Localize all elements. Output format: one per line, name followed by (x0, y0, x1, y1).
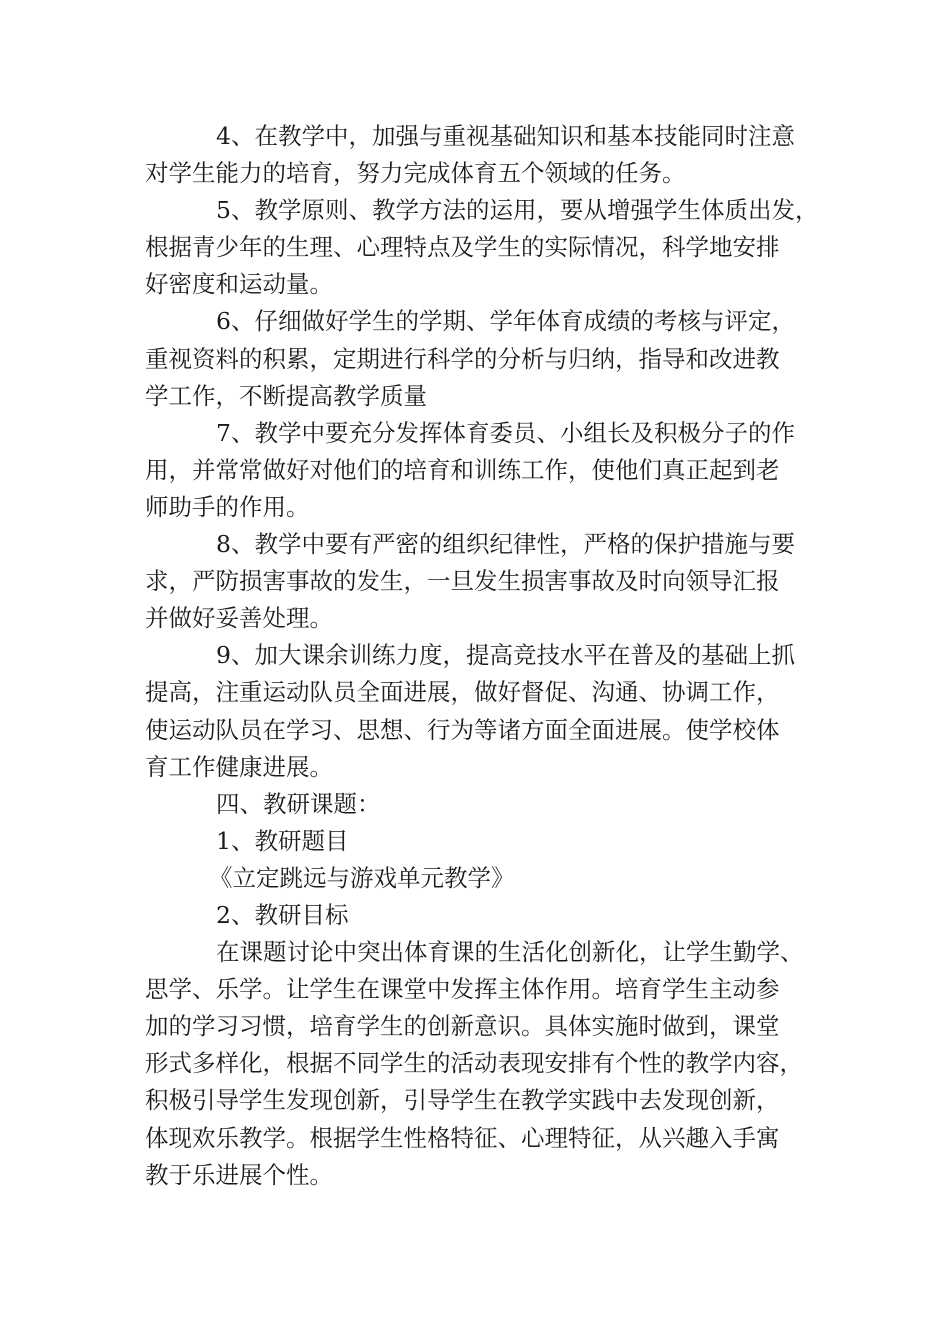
paragraph-6-line-3: 学工作，不断提高教学质量 (145, 381, 427, 410)
paragraph-5-line-1: 5、教学原则、教学方法的运用，要从增强学生体质出发， (216, 196, 819, 225)
research-title-heading: 1、教研题目 (216, 826, 349, 855)
research-goal-heading: 2、教研目标 (216, 900, 349, 929)
paragraph-8-line-1: 8、教学中要有严密的组织纪律性，严格的保护措施与要 (216, 530, 795, 559)
paragraph-9-line-3: 使运动队员在学习、思想、行为等诸方面全面进展。使学校体 (145, 715, 780, 744)
paragraph-4-line-2: 对学生能力的培育，努力完成体育五个领域的任务。 (145, 159, 686, 188)
paragraph-7-line-3: 师助手的作用。 (145, 492, 310, 521)
paragraph-7-line-2: 用，并常常做好对他们的培育和训练工作，使他们真正起到老 (145, 455, 780, 484)
paragraph-9-line-2: 提高，注重运动队员全面进展，做好督促、沟通、协调工作， (145, 678, 780, 707)
research-goal-line-4: 形式多样化，根据不同学生的活动表现安排有个性的教学内容， (145, 1049, 803, 1078)
section-heading-research-topic: 四、教研课题： (216, 789, 381, 818)
research-goal-line-3: 加的学习习惯，培育学生的创新意识。具体实施时做到，课堂 (145, 1012, 780, 1041)
research-goal-line-2: 思学、乐学。让学生在课堂中发挥主体作用。培育学生主动参 (145, 975, 780, 1004)
document-body (145, 118, 819, 1194)
paragraph-6-line-1: 6、仔细做好学生的学期、学年体育成绩的考核与评定， (216, 307, 795, 336)
research-goal-line-7: 教于乐进展个性。 (145, 1160, 333, 1189)
paragraph-8-line-2: 求，严防损害事故的发生，一旦发生损害事故及时向领导汇报 (145, 567, 780, 596)
research-goal-line-6: 体现欢乐教学。根据学生性格特征、心理特征，从兴趣入手寓 (145, 1123, 780, 1152)
research-title: 《立定跳远与游戏单元教学》 (209, 863, 515, 892)
research-goal-line-1: 在课题讨论中突出体育课的生活化创新化，让学生勤学、 (216, 938, 804, 967)
paragraph-8-line-3: 并做好妥善处理。 (145, 604, 333, 633)
paragraph-4-line-1: 4、在教学中，加强与重视基础知识和基本技能同时注意 (216, 122, 795, 150)
paragraph-9-line-4: 育工作健康进展。 (145, 752, 333, 781)
paragraph-6-line-2: 重视资料的积累，定期进行科学的分析与归纳，指导和改进教 (145, 344, 780, 373)
research-goal-line-5: 积极引导学生发现创新，引导学生在教学实践中去发现创新， (145, 1086, 780, 1115)
paragraph-9-line-1: 9、加大课余训练力度，提高竞技水平在普及的基础上抓 (216, 641, 795, 670)
paragraph-5-line-3: 好密度和运动量。 (145, 270, 333, 299)
paragraph-5-line-2: 根据青少年的生理、心理特点及学生的实际情况，科学地安排 (145, 233, 780, 262)
paragraph-7-line-1: 7、教学中要充分发挥体育委员、小组长及积极分子的作 (216, 418, 795, 447)
